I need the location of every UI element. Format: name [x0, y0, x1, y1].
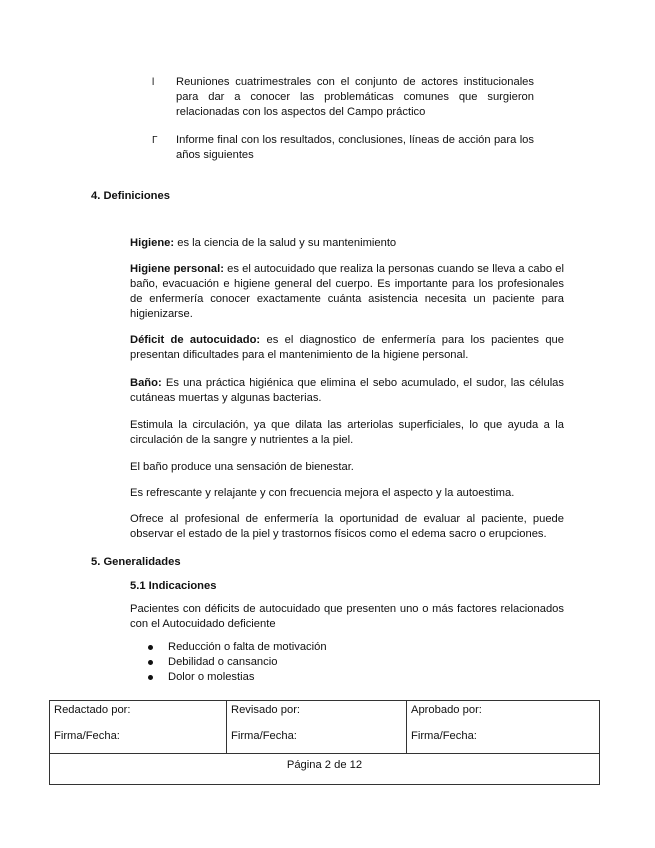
- page-number: Página 2 de 12: [50, 754, 600, 785]
- definition-self-care-deficit: [130, 333, 564, 363]
- signature-label: Firma/Fecha:: [411, 730, 477, 742]
- bullet-marker: l: [152, 77, 155, 88]
- drafted-label: Redactado por:: [54, 704, 131, 716]
- definition-term: Baño:: [130, 377, 162, 389]
- list-item-text: Reuniones cuatrimestrales con el conjunto de actores institucionales para dar a conocer las problemáticas comunes que surgieron relacionadas con los aspectos del Campo práctico: [176, 76, 534, 118]
- list-item-text: Informe final con los resultados, conclusiones, líneas de acción para los años siguientes: [176, 134, 534, 161]
- subsection-heading-indicaciones: 5.1 Indicaciones: [130, 580, 217, 592]
- definition-term: Higiene personal:: [130, 263, 224, 275]
- definition-term: Déficit de autocuidado:: [130, 334, 261, 346]
- paragraph-circulation: Estimula la circulación, ya que dilata las arteriolas superficiales, lo que ayuda a la circulación de la sangre y nutrientes a la piel.: [130, 419, 564, 446]
- approved-label: Aprobado por:: [411, 704, 482, 716]
- signature-label: Firma/Fecha:: [231, 730, 297, 742]
- indications-list: [146, 640, 327, 685]
- drafted-cell: [50, 701, 227, 754]
- approved-cell: [407, 701, 600, 754]
- paragraph-evaluation: Ofrece al profesional de enfermería la oportunidad de evaluar al paciente, puede observar el estado de la piel y trastornos físicos como el edema sacro o erupciones.: [130, 513, 564, 540]
- definition-text: Es una práctica higiénica que elimina el sebo acumulado, el sudor, las células cutáneas muertas y algunas bacterias.: [130, 377, 564, 404]
- section-heading-definiciones: 4. Definiciones: [91, 190, 170, 202]
- definition-hygiene: [130, 236, 564, 251]
- definition-term: Higiene:: [130, 237, 175, 249]
- definition-text: es el diagnostico de enfermería para los pacientes que presentan dificultades para el mantenimiento de la higiene personal.: [130, 334, 564, 361]
- paragraph-refreshing: Es refrescante y relajante y con frecuencia mejora el aspecto y la autoestima.: [130, 487, 515, 499]
- list-item: Dolor o molestias: [146, 670, 327, 685]
- signature-table: [49, 700, 600, 785]
- definition-text: es el autocuidado que realiza la personas cuando se lleva a cabo el baño, evacuación e higiene general del cuerpo. Es importante para los profesionales de enfermería conocer exactamente cuánta asistencia necesita un paciente para higienizarse.: [130, 263, 564, 320]
- paragraph-wellbeing: El baño produce una sensación de bienestar.: [130, 461, 354, 473]
- bullet-marker: Γ: [152, 135, 158, 146]
- indications-intro: Pacientes con déficits de autocuidado que presenten uno o más factores relacionados con el Autocuidado deficiente: [130, 603, 564, 630]
- definition-text: es la ciencia de la salud y su mantenimiento: [174, 237, 397, 249]
- definition-personal-hygiene: [130, 262, 564, 322]
- reviewed-label: Revisado por:: [231, 704, 301, 716]
- signature-label: Firma/Fecha:: [54, 730, 120, 742]
- list-item: Reducción o falta de motivación: [146, 640, 327, 655]
- definition-bath: [130, 376, 564, 406]
- list-item: Debilidad o cansancio: [146, 655, 327, 670]
- reviewed-cell: [227, 701, 407, 754]
- section-heading-generalidades: 5. Generalidades: [91, 556, 181, 568]
